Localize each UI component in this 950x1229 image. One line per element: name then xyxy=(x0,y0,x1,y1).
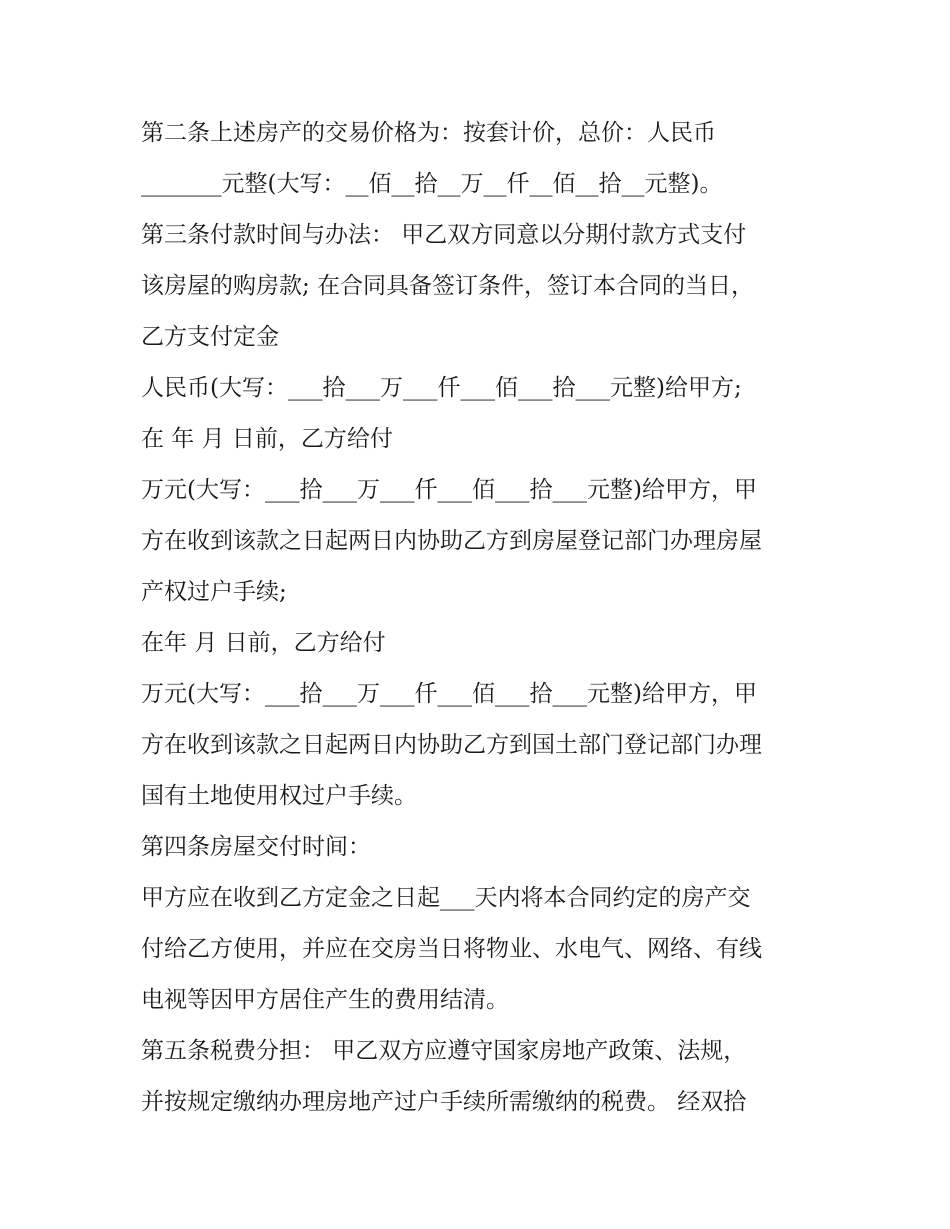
text-line: 并按规定缴纳办理房地产过户手续所需缴纳的税费。 经双拾 xyxy=(141,1089,747,1115)
text-line: 人民币(大写：___拾___万___仟___佰___拾___元整)给甲方; xyxy=(141,375,742,401)
text-line: 国有土地使用权过户手续。 xyxy=(141,783,417,809)
text-line: 乙方支付定金 xyxy=(141,324,279,350)
text-line: 方在收到该款之日起两日内协助乙方到房屋登记部门办理房屋 xyxy=(141,528,762,554)
text-line: 第四条房屋交付时间： xyxy=(141,834,371,860)
text-line: 第五条税费分担： 甲乙双方应遵守国家房地产政策、法规， xyxy=(141,1038,747,1064)
text-line: 万元(大写：___拾___万___仟___佰___拾___元整)给甲方，甲 xyxy=(141,477,757,503)
text-line: 电视等因甲方居住产生的费用结清。 xyxy=(141,987,509,1013)
text-line: 付给乙方使用，并应在交房当日将物业、水电气、网络、有线 xyxy=(141,936,762,962)
text-line: 第二条上述房产的交易价格为：按套计价，总价：人民币 xyxy=(141,120,716,146)
text-line: 在年 月 日前，乙方给付 xyxy=(141,630,386,656)
contract-text xyxy=(141,108,821,1128)
text-line: 万元(大写：___拾___万___仟___佰___拾___元整)给甲方，甲 xyxy=(141,681,757,707)
text-line: 甲方应在收到乙方定金之日起___天内将本合同约定的房产交 xyxy=(141,885,751,911)
text-line: 该房屋的购房款; 在合同具备签订条件，签订本合同的当日， xyxy=(141,273,755,299)
text-line: _______元整(大写：__佰__拾__万__仟__佰__拾__元整)。 xyxy=(141,171,723,197)
text-line: 第三条付款时间与办法： 甲乙双方同意以分期付款方式支付 xyxy=(141,222,747,248)
text-line: 在 年 月 日前，乙方给付 xyxy=(141,426,393,452)
text-line: 产权过户手续; xyxy=(141,579,287,605)
text-line: 方在收到该款之日起两日内协助乙方到国土部门登记部门办理 xyxy=(141,732,762,758)
